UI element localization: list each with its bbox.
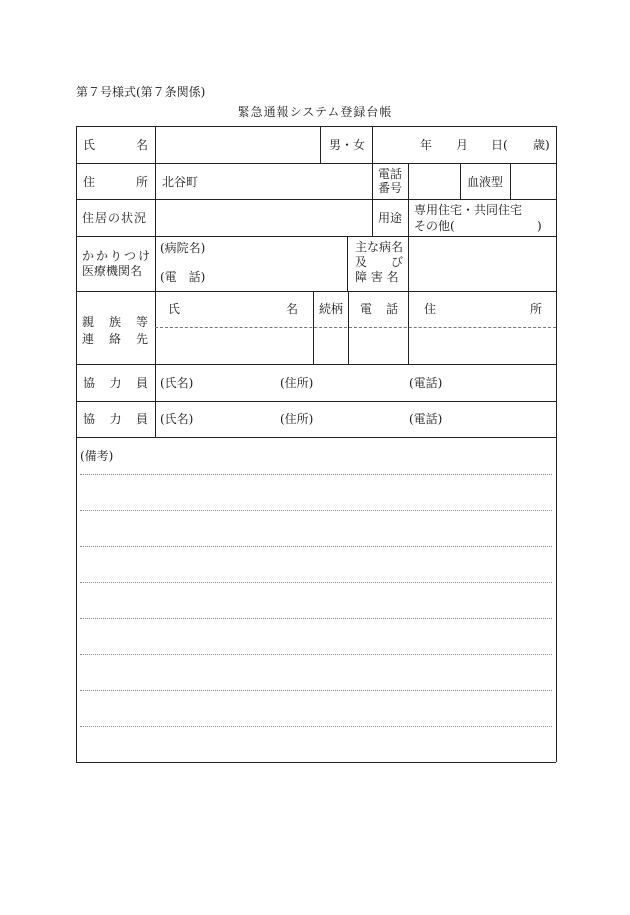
hospital-phone-label: (電 話) — [160, 270, 206, 284]
use-label: 用途 — [378, 211, 403, 225]
birth-year-label: 年 — [420, 138, 433, 152]
gender-selector[interactable]: 男・女 — [329, 138, 366, 152]
relatives-address-header: 住 所 — [424, 302, 542, 316]
row-line — [76, 364, 556, 365]
row-line — [76, 163, 556, 164]
cell-divider — [372, 163, 373, 199]
relatives-phone-header: 電 話 — [360, 302, 398, 316]
age-label: 歳) — [533, 138, 550, 152]
birth-day-label: 日( — [491, 138, 508, 152]
name-label: 氏 名 — [83, 138, 148, 152]
cell-divider — [372, 199, 373, 236]
relatives-contact-label: 親 族 等 連 絡 先 — [82, 315, 148, 346]
name-field[interactable] — [156, 127, 319, 162]
use-option-other[interactable]: その他( — [414, 219, 455, 233]
row-line — [76, 401, 556, 402]
use-option-dedicated-shared[interactable]: 専用住宅・共同住宅 — [414, 203, 523, 217]
phone-number-label: 電話 番号 — [378, 167, 403, 195]
label-column-divider — [155, 126, 156, 437]
relatives-phone-field[interactable] — [349, 329, 407, 363]
relatives-relation-header: 続柄 — [319, 302, 344, 316]
hospital-name-label: (病院名) — [160, 241, 206, 255]
cell-divider — [320, 126, 321, 163]
address-label: 住 所 — [83, 175, 148, 189]
cooperator-2-phone[interactable]: (電話) — [409, 412, 443, 426]
cooperator-2-address[interactable]: (住所) — [280, 412, 314, 426]
residence-status-field[interactable] — [156, 200, 371, 235]
cooperator-1-name[interactable]: (氏名) — [160, 376, 194, 390]
cell-divider — [408, 199, 409, 236]
use-option-other-close: ) — [537, 219, 542, 233]
remarks-field[interactable] — [77, 466, 555, 761]
cell-divider — [460, 163, 461, 199]
row-line — [76, 437, 556, 438]
row-line — [76, 291, 556, 292]
cooperator-2-name[interactable]: (氏名) — [160, 412, 194, 426]
table-border-right — [556, 126, 557, 762]
table-border-bottom — [76, 762, 556, 763]
remarks-label: (備考) — [80, 449, 114, 463]
document-title: 緊急通報システム登録台帳 — [237, 105, 393, 119]
cell-divider — [347, 236, 348, 291]
family-doctor-label: かかりつけ 医療機関名 — [82, 249, 153, 278]
relatives-relation-field[interactable] — [314, 329, 347, 363]
cell-divider — [372, 126, 373, 163]
address-value[interactable]: 北谷町 — [162, 175, 199, 189]
cooperator-1-phone[interactable]: (電話) — [409, 376, 443, 390]
phone-number-field[interactable] — [409, 164, 459, 198]
relatives-address-field[interactable] — [409, 329, 555, 363]
blood-type-field[interactable] — [511, 164, 555, 198]
relatives-header-divider — [155, 327, 556, 328]
relatives-name-field[interactable] — [156, 329, 312, 363]
illness-field[interactable] — [409, 237, 555, 290]
main-illness-label: 主な病名 及 び 障 害 名 — [355, 240, 404, 284]
blood-type-label: 血液型 — [467, 175, 504, 189]
cooperator-2-label: 協 力 員 — [83, 412, 148, 426]
cooperator-1-address[interactable]: (住所) — [280, 376, 314, 390]
relatives-name-header: 氏 名 — [168, 302, 298, 316]
residence-status-label: 住居の状況 — [82, 211, 148, 225]
cooperator-1-label: 協 力 員 — [83, 376, 148, 390]
birth-month-label: 月 — [456, 138, 469, 152]
form-number-label: 第７号様式(第７条関係) — [76, 85, 206, 99]
